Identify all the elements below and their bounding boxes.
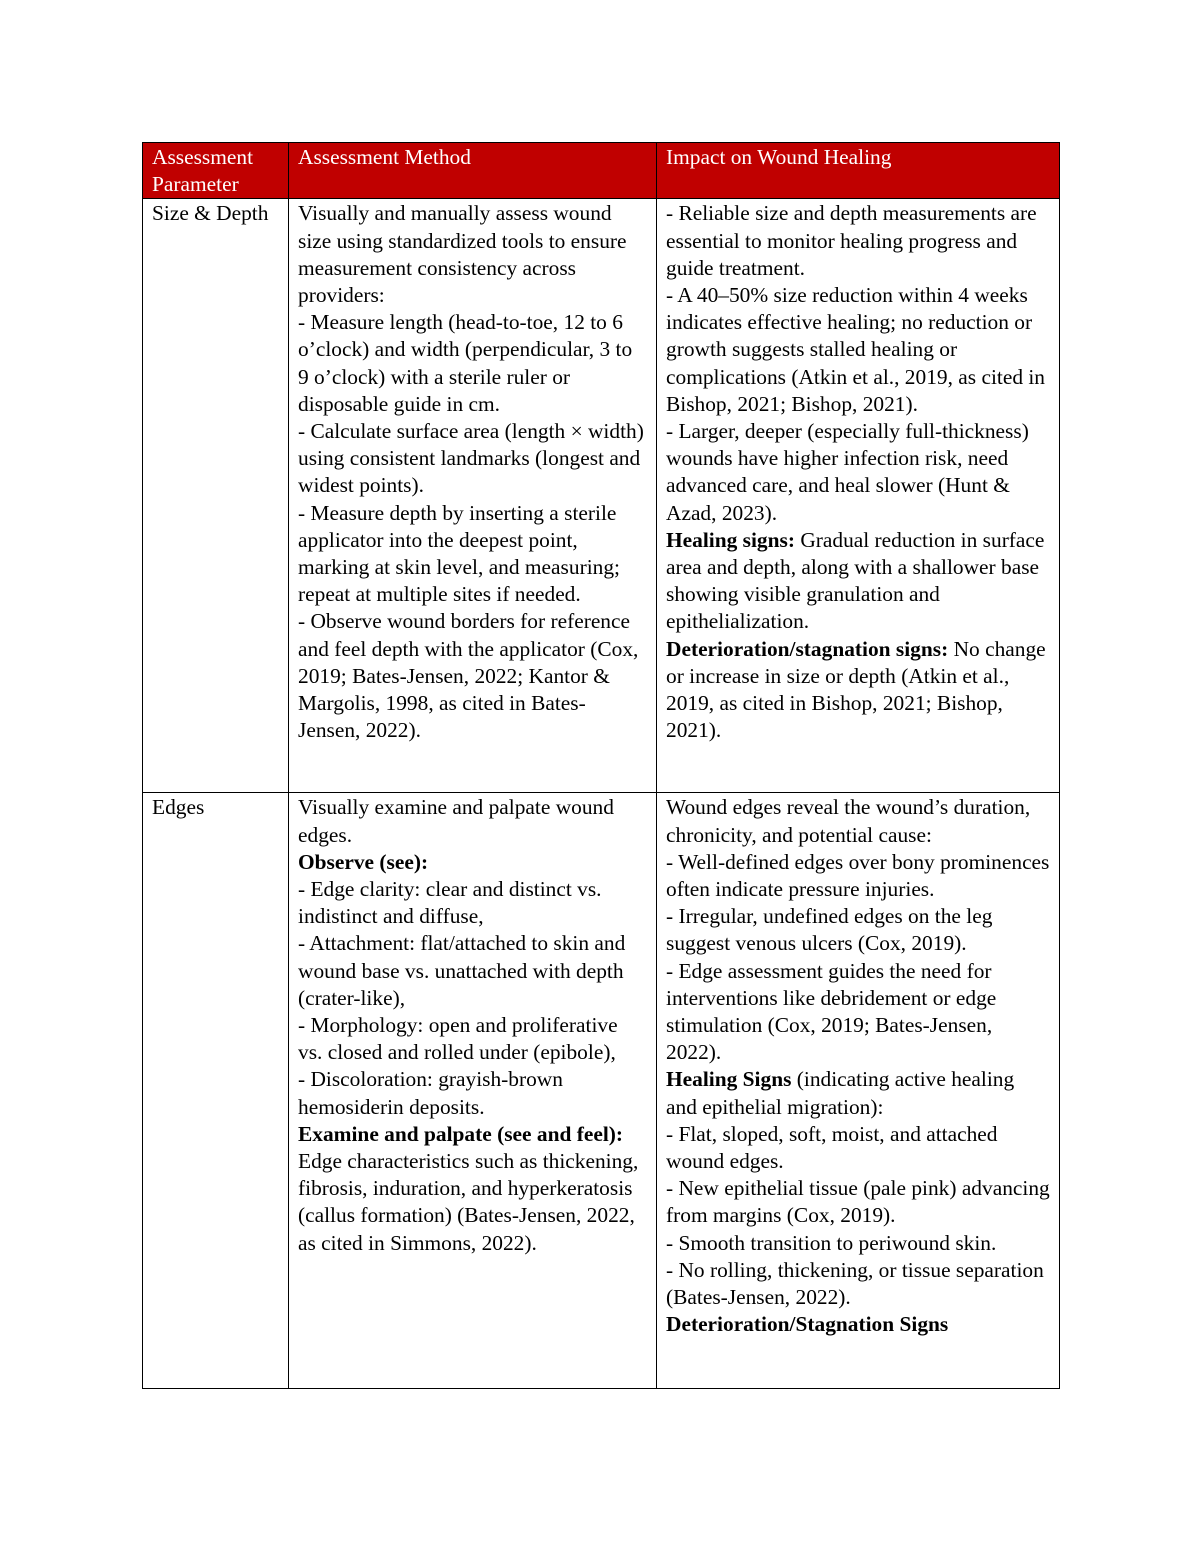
impact-line: - A 40–50% size reduction within 4 weeks indicates effective healing; no reduction or growth suggests stalled healing or complications (Atkin et al., 2019, as cited in Bishop, 2021; Bishop, 2021). — [666, 283, 1046, 416]
observe-label: Observe (see): — [298, 849, 429, 874]
healing-signs-label: Healing signs: — [666, 527, 795, 552]
method-intro: Visually examine and palpate wound edges. — [298, 795, 614, 847]
method-line: Visually and manually assess wound size using standardized tools to ensure measurement consistency across providers: — [298, 201, 627, 308]
wound-assessment-table — [142, 142, 1060, 1389]
method-line: - Measure length (head-to-toe, 12 to 6 o’clock) and width (perpendicular, 3 to 9 o’clock) with a sterile ruler or disposable guide in cm. — [298, 310, 633, 416]
table-header-row — [143, 143, 1060, 199]
method-line: - Discoloration: grayish-brown hemosiderin deposits. — [298, 1067, 563, 1119]
method-line: - Calculate surface area (length × width) using consistent landmarks (longest and widest points). — [298, 419, 644, 498]
healing-signs-paragraph — [666, 1066, 1050, 1120]
cell-impact-edges — [657, 793, 1060, 1389]
header-impact-on-wound-healing: Impact on Wound Healing — [657, 143, 1060, 199]
method-line: - Observe wound borders for reference and feel depth with the applicator (Cox, 2019; Bates-Jensen, 2022; Kantor & Margolis, 1998, as cited in Bates-Jensen, 2022). — [298, 609, 639, 743]
method-line: - Edge clarity: clear and distinct vs. indistinct and diffuse, — [298, 877, 602, 929]
impact-line: - Irregular, undefined edges on the leg suggest venous ulcers (Cox, 2019). — [666, 904, 993, 956]
header-assessment-method: Assessment Method — [289, 143, 657, 199]
cell-method-size-depth — [289, 199, 657, 793]
healing-signs-paragraph — [666, 527, 1050, 636]
healing-list-item: - No rolling, thickening, or tissue separation (Bates-Jensen, 2022). — [666, 1257, 1044, 1310]
impact-line: - Larger, deeper (especially full-thickness) wounds have higher infection risk, need advanced care, and heal slower (Hunt & Azad, 2023). — [666, 419, 1029, 525]
palpate-label: Examine and palpate (see and feel): — [298, 1121, 624, 1146]
healing-list-item: - Smooth transition to periwound skin. — [666, 1230, 997, 1255]
deterioration-signs-label: Deterioration/stagnation signs: — [666, 636, 949, 661]
parameter-label: Edges — [152, 795, 205, 820]
cell-impact-size-depth — [657, 199, 1060, 793]
cell-parameter-size-depth — [143, 199, 289, 793]
impact-line: Wound edges reveal the wound’s duration, chronicity, and potential cause: — [666, 795, 1031, 847]
impact-line: - Edge assessment guides the need for interventions like debridement or edge stimulation (Cox, 2019; Bates-Jensen, 2022). — [666, 958, 997, 1065]
healing-list-item: - New epithelial tissue (pale pink) advancing from margins (Cox, 2019). — [666, 1176, 1050, 1228]
cell-method-edges — [289, 793, 657, 1389]
method-line: - Measure depth by inserting a sterile applicator into the deepest point, marking at skin level, and measuring; repeat at multiple sites if needed. — [298, 500, 620, 607]
impact-line: - Well-defined edges over bony prominences often indicate pressure injuries. — [666, 849, 1050, 902]
parameter-label: Size & Depth — [152, 201, 269, 226]
impact-line: - Reliable size and depth measurements are essential to monitor healing progress and guide treatment. — [666, 201, 1037, 280]
method-line: - Morphology: open and proliferative vs. closed and rolled under (epibole), — [298, 1013, 618, 1065]
table-row-edges — [143, 793, 1060, 1389]
header-assessment-parameter: Assessment Parameter — [143, 143, 289, 199]
deterioration-signs-label: Deterioration/Stagnation Signs — [666, 1312, 949, 1337]
healing-signs-label: Healing Signs — [666, 1067, 792, 1092]
healing-signs-text: (indicating active healing and epithelial migration): — [666, 1067, 1015, 1119]
table-row-size-depth — [143, 199, 1060, 793]
healing-list-item: - Flat, sloped, soft, moist, and attached wound edges. — [666, 1121, 998, 1174]
palpate-paragraph — [298, 1121, 647, 1257]
palpate-text: Edge characteristics such as thickening, fibrosis, induration, and hyperkeratosis (callus formation) (Bates-Jensen, 2022, as cited in Simmons, 2022). — [298, 1149, 639, 1255]
deterioration-signs-paragraph — [666, 636, 1050, 745]
healing-signs-text: Gradual reduction in surface area and depth, along with a shallower base showing visible granulation and epithelialization. — [666, 527, 1045, 634]
method-line: - Attachment: flat/attached to skin and wound base vs. unattached with depth (crater-like), — [298, 931, 626, 1010]
cell-parameter-edges — [143, 793, 289, 1389]
deterioration-signs-text: No change or increase in size or depth (Atkin et al., 2019, as cited in Bishop, 2021; Bishop, 2021). — [666, 636, 1046, 743]
